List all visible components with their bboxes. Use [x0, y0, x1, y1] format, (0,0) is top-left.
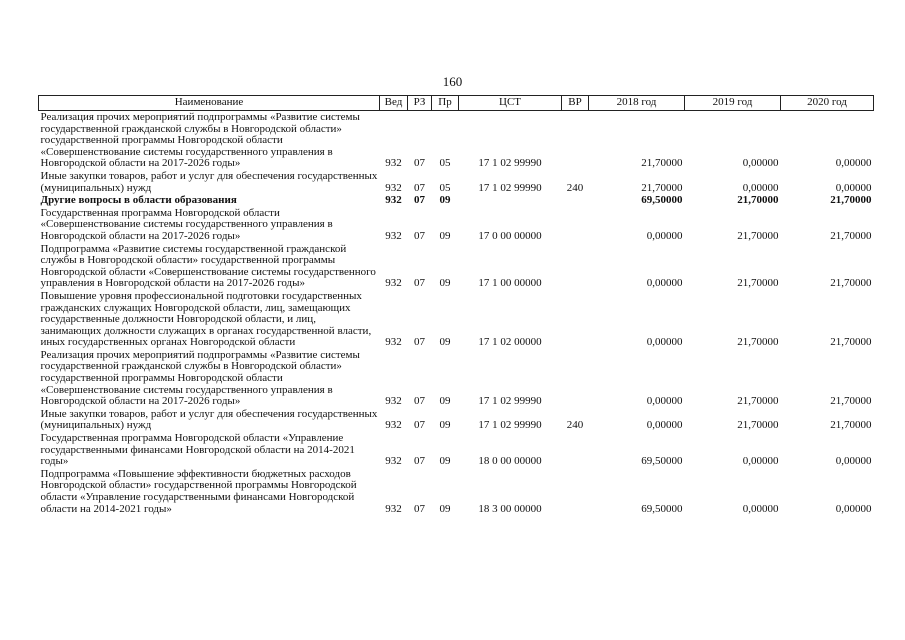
row-2019: 0,00000 — [742, 181, 779, 194]
row-cst: 17 1 02 99990 — [478, 181, 542, 194]
row-2019: 0,00000 — [742, 157, 779, 170]
row-rz: 07 — [414, 157, 425, 170]
row-rz: 07 — [414, 395, 425, 408]
row-2020: 0,00000 — [835, 455, 872, 468]
row-2020: 0,00000 — [835, 157, 872, 170]
row-2019: 21,70000 — [737, 395, 779, 408]
table-row — [39, 432, 874, 468]
row-2018: 21,70000 — [641, 157, 683, 170]
row-ved: 932 — [385, 229, 402, 242]
row-2018: 0,00000 — [646, 229, 683, 242]
row-pr: 09 — [439, 277, 451, 290]
row-vr — [562, 194, 589, 207]
table-row — [39, 207, 874, 243]
table-row — [39, 349, 874, 408]
header-cst: ЦСТ — [459, 96, 562, 111]
row-2019: 21,70000 — [737, 194, 779, 207]
header-2020: 2020 год — [781, 96, 874, 111]
header-2019: 2019 год — [685, 96, 781, 111]
table-row — [39, 290, 874, 349]
row-pr: 09 — [439, 395, 451, 408]
row-cst: 17 1 02 99990 — [478, 419, 542, 432]
table-row — [39, 194, 874, 207]
row-2019: 21,70000 — [737, 336, 779, 349]
row-ved: 932 — [385, 157, 402, 170]
row-cst: 17 1 02 99990 — [478, 157, 542, 170]
row-2020: 21,70000 — [830, 229, 872, 242]
row-name: Иные закупки товаров, работ и услуг для обеспечения государственных (муниципальных) нужд — [40, 407, 378, 432]
row-pr: 05 — [439, 181, 451, 194]
row-2018: 0,00000 — [646, 336, 683, 349]
row-pr: 09 — [439, 502, 451, 515]
row-cst: 17 1 02 99990 — [478, 395, 542, 408]
row-cst: 18 0 00 00000 — [478, 455, 542, 468]
header-ved: Вед — [380, 96, 408, 111]
row-2018: 0,00000 — [646, 419, 683, 432]
row-ved: 932 — [385, 277, 402, 290]
row-2020: 0,00000 — [835, 502, 872, 515]
row-vr — [562, 432, 589, 468]
row-cst: 18 3 00 00000 — [478, 502, 542, 515]
row-2018: 0,00000 — [646, 395, 683, 408]
row-pr: 09 — [439, 419, 451, 432]
row-2020: 21,70000 — [830, 277, 872, 290]
row-ved: 932 — [385, 502, 402, 515]
row-pr: 09 — [439, 229, 451, 242]
row-vr — [562, 111, 589, 170]
row-2020: 21,70000 — [830, 395, 872, 408]
row-cst: 17 1 02 00000 — [478, 336, 542, 349]
row-rz: 07 — [414, 277, 425, 290]
row-name: Иные закупки товаров, работ и услуг для обеспечения государственных (муниципальных) нужд — [40, 169, 378, 194]
row-ved: 932 — [385, 395, 402, 408]
header-vr: ВР — [562, 96, 589, 111]
row-cst — [459, 194, 562, 207]
row-name: Государственная программа Новгородской области «Совершенствование системы государственного управления в Новгородской области на 2017-2026 годы» — [40, 206, 333, 242]
row-2018: 69,50000 — [641, 502, 683, 515]
row-name: Государственная программа Новгородской области «Управление государственными финансами Новгородской области на 2014-2021 годы» — [40, 432, 355, 468]
row-pr: 09 — [439, 194, 451, 207]
row-name: Повышение уровня профессиональной подготовки государственных гражданских служащих Новгородской области, лиц, замещающих государственные должности Новгородской области, и лиц, занимающих должности служащих в органах государственной власти, иных государственных органах Новгородской области — [40, 289, 372, 349]
table-row — [39, 170, 874, 194]
row-vr — [562, 349, 589, 408]
row-rz: 07 — [414, 419, 425, 432]
row-vr — [562, 468, 589, 515]
table-row — [39, 468, 874, 515]
row-vr — [562, 290, 589, 349]
row-cst: 17 0 00 00000 — [478, 229, 542, 242]
header-name: Наименование — [39, 96, 380, 111]
row-2019: 21,70000 — [737, 277, 779, 290]
row-2019: 0,00000 — [742, 455, 779, 468]
row-2020: 21,70000 — [830, 194, 872, 207]
row-2020: 0,00000 — [835, 181, 872, 194]
row-rz: 07 — [414, 455, 425, 468]
row-cst: 17 1 00 00000 — [478, 277, 542, 290]
row-name: Подпрограмма «Развитие системы государственной гражданской службы в Новгородской области» государственной программы Новгородской области «Совершенствование системы государственного управления в Новгородской области на 2017-2026 годы» — [40, 242, 376, 290]
row-vr: 240 — [566, 419, 584, 432]
row-2020: 21,70000 — [830, 336, 872, 349]
table-row — [39, 243, 874, 290]
table-row — [39, 111, 874, 170]
table-row — [39, 408, 874, 432]
row-ved: 932 — [385, 455, 402, 468]
table-header-row — [39, 96, 874, 111]
row-2019: 21,70000 — [737, 229, 779, 242]
row-vr — [562, 243, 589, 290]
row-rz: 07 — [414, 181, 425, 194]
row-ved: 932 — [385, 336, 402, 349]
row-2018: 21,70000 — [641, 181, 683, 194]
row-name: Подпрограмма «Повышение эффективности бюджетных расходов Новгородской области» государственной программы Новгородской области «Управление государственными финансами Новгородской области на 2014-2021 годы» — [40, 467, 357, 515]
row-ved: 932 — [385, 181, 402, 194]
row-rz: 07 — [414, 229, 425, 242]
row-name: Реализация прочих мероприятий подпрограммы «Развитие системы государственной гражданской службы в Новгородской области» государственной программы Новгородской области «Совершенствование системы государственного управления в Новгородской области на 2017-2026 годы» — [40, 348, 360, 408]
row-pr: 09 — [439, 336, 451, 349]
row-rz: 07 — [414, 194, 425, 207]
row-2018: 69,50000 — [641, 455, 683, 468]
row-ved: 932 — [385, 194, 402, 207]
row-2020: 21,70000 — [830, 419, 872, 432]
row-2018: 69,50000 — [641, 194, 683, 207]
row-vr: 240 — [566, 181, 584, 194]
row-2019: 21,70000 — [737, 419, 779, 432]
row-name: Другие вопросы в области образования — [40, 194, 237, 207]
budget-table — [38, 95, 874, 515]
row-ved: 932 — [385, 419, 402, 432]
header-2018: 2018 год — [589, 96, 685, 111]
header-rz: РЗ — [408, 96, 432, 111]
row-pr: 05 — [439, 157, 451, 170]
row-rz: 07 — [414, 336, 425, 349]
row-pr: 09 — [439, 455, 451, 468]
page-number: 160 — [442, 74, 463, 89]
row-vr — [562, 207, 589, 243]
header-pr: Пр — [432, 96, 459, 111]
row-name: Реализация прочих мероприятий подпрограммы «Развитие системы государственной гражданской службы в Новгородской области» государственной программы Новгородской области «Совершенствование системы государственного управления в Новгородской области на 2017-2026 годы» — [40, 111, 360, 170]
row-rz: 07 — [414, 502, 425, 515]
row-2018: 0,00000 — [646, 277, 683, 290]
row-2019: 0,00000 — [742, 502, 779, 515]
